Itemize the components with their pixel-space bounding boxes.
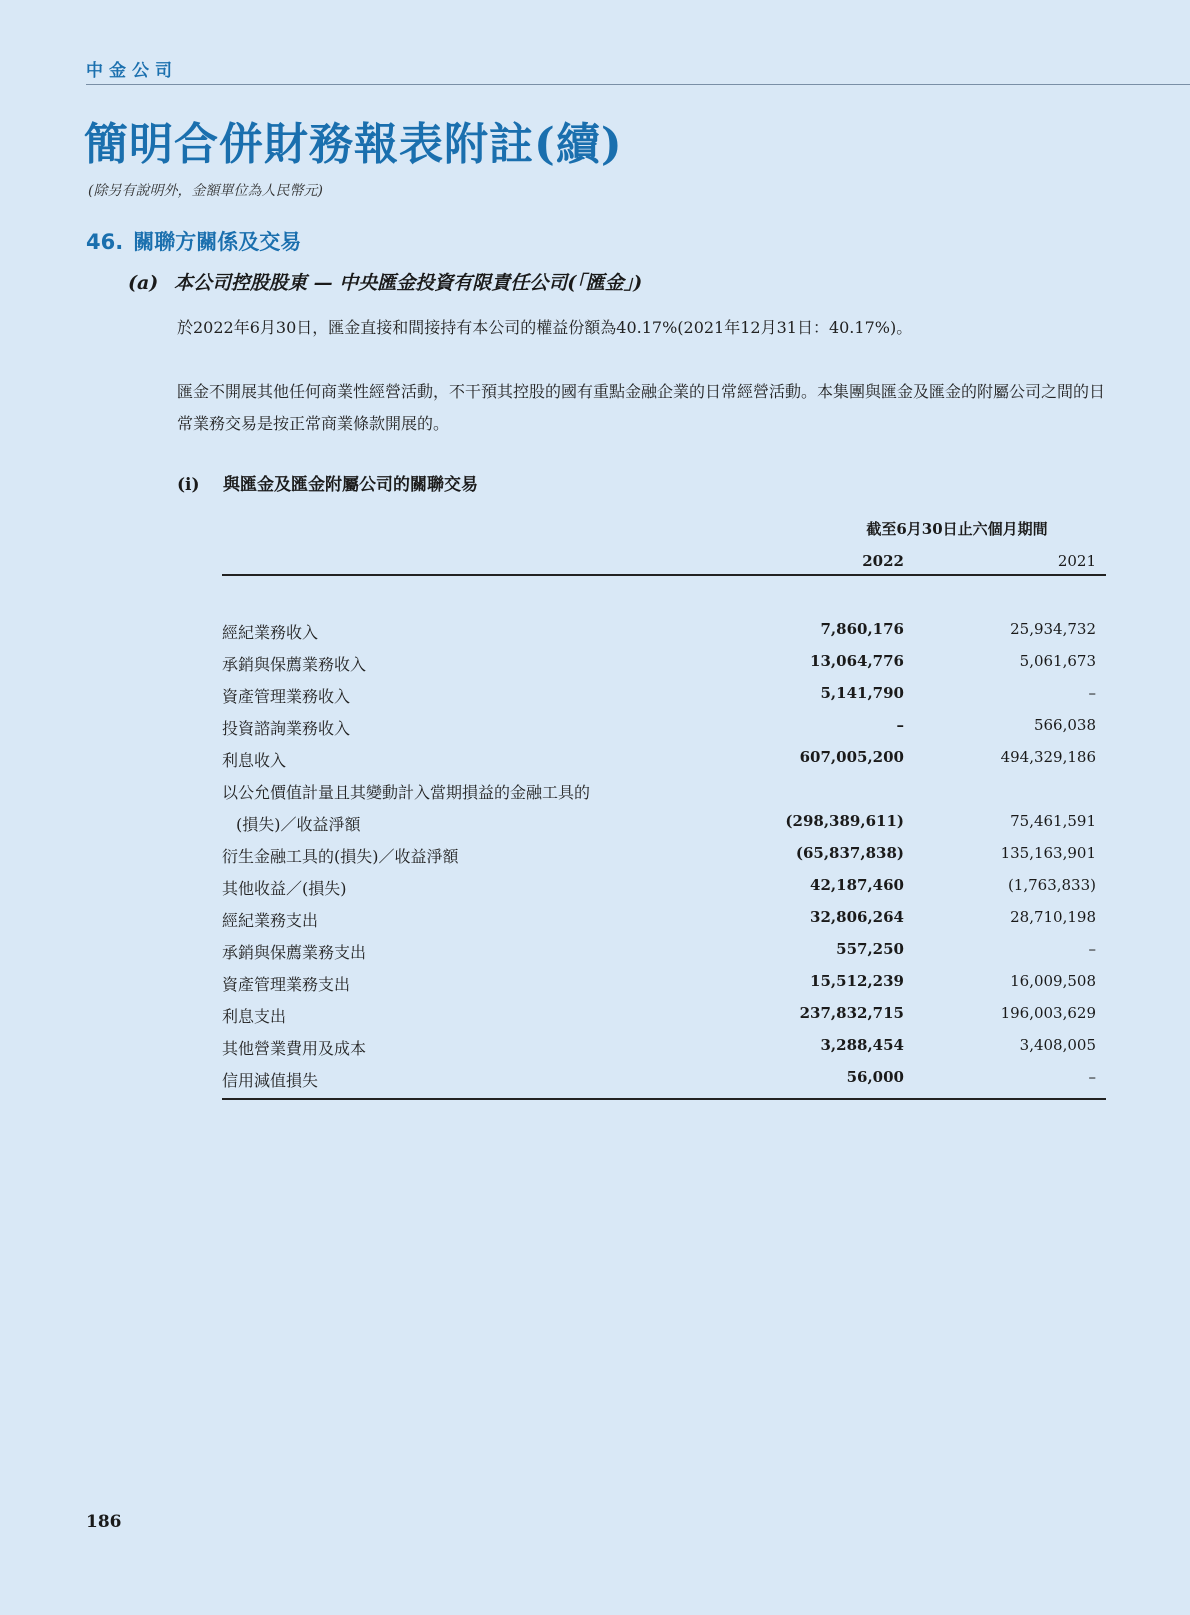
table-row [222,808,1106,840]
company-name: 中金公司 [86,61,178,81]
table-header-rule [222,574,1106,576]
value-2022: 607,005,200 [799,748,904,766]
subsection-i-label: (i) [177,475,200,495]
table-row [222,936,1106,968]
table-row [222,648,1106,680]
row-label: 承銷與保薦業務收入 [222,655,367,674]
value-2022: – [896,716,904,734]
subsection-a-label: (a) [128,272,159,294]
value-2021: 566,038 [1033,716,1096,734]
value-2021: 196,003,629 [1000,1004,1096,1022]
value-2021: 494,329,186 [1000,748,1096,766]
table-row [222,712,1106,744]
table-row [222,776,1106,808]
row-label: 利息收入 [222,751,287,770]
value-2022: 557,250 [836,940,904,958]
page-number: 186 [86,1512,122,1532]
value-2022: (65,837,838) [795,844,904,862]
row-label: 其他營業費用及成本 [222,1039,367,1058]
table-bottom-rule [222,1098,1106,1100]
value-2022: 42,187,460 [810,876,904,894]
table-row [222,968,1106,1000]
value-2022: 13,064,776 [810,652,904,670]
table-body [222,616,1106,1096]
paragraph-business-terms: 匯金不開展其他任何商業性經營活動，不干預其控股的國有重點金融企業的日常經營活動。本集團與匯金及匯金的附屬公司之間的日常業務交易是按正常商業條款開展的。 [177,382,1106,433]
subsection-i-title: 與匯金及匯金附屬公司的關聯交易 [223,475,478,495]
section-title: 關聯方關係及交易 [133,230,302,254]
subsection-a-heading [128,268,642,295]
table-row [222,1000,1106,1032]
value-2022: 7,860,176 [820,620,904,638]
row-label: (損失)／收益淨額 [236,815,361,834]
value-2022: 32,806,264 [810,908,904,926]
row-label: 利息支出 [222,1007,287,1026]
value-2021: 25,934,732 [1010,620,1096,638]
row-label: 資產管理業務收入 [222,687,351,706]
value-2021: – [1088,684,1096,702]
table-row [222,616,1106,648]
value-2021: 3,408,005 [1019,1036,1096,1054]
value-2021: – [1088,940,1096,958]
table-row [222,680,1106,712]
header-divider [86,84,1190,85]
value-2021: 75,461,591 [1010,812,1096,830]
row-label: 以公允價值計量且其變動計入當期損益的金融工具的 [222,783,591,802]
value-2021: (1,763,833) [1007,876,1096,894]
value-2022: 5,141,790 [820,684,904,702]
row-label: 資產管理業務支出 [222,975,351,994]
value-2022: 15,512,239 [810,972,904,990]
value-2022: 237,832,715 [799,1004,904,1022]
table-row [222,1064,1106,1096]
period-header: 截至6月30日止六個月期間 [866,520,1048,538]
row-label: 投資諮詢業務收入 [222,719,351,738]
table-row [222,840,1106,872]
value-2021: 5,061,673 [1019,652,1096,670]
row-label: 經紀業務支出 [222,911,319,930]
row-label: 信用減值損失 [222,1071,319,1090]
table-row [222,1032,1106,1064]
value-2021: 28,710,198 [1010,908,1096,926]
value-2021: 16,009,508 [1010,972,1096,990]
column-header-2021: 2021 [1057,552,1096,570]
section-heading [86,226,301,256]
table-row [222,744,1106,776]
row-label: 衍生金融工具的(損失)／收益淨額 [222,847,459,866]
column-header-2022: 2022 [862,552,904,570]
value-2021: 135,163,901 [1000,844,1096,862]
table-row [222,872,1106,904]
value-2022: 56,000 [846,1068,904,1086]
page-title: 簡明合併財務報表附註(續) [84,119,623,170]
value-2022: 3,288,454 [820,1036,904,1054]
section-number: 46. [86,230,124,254]
currency-note: (除另有說明外，金額單位為人民幣元) [88,183,323,199]
row-label: 其他收益／(損失) [222,879,347,898]
subsection-a-title: 本公司控股股東 — 中央匯金投資有限責任公司(「匯金」) [174,272,643,294]
value-2022: (298,389,611) [785,812,904,830]
value-2021: – [1088,1068,1096,1086]
row-label: 承銷與保薦業務支出 [222,943,367,962]
table-row [222,904,1106,936]
subsection-i-heading [177,470,478,495]
row-label: 經紀業務收入 [222,623,319,642]
paragraph-shareholding: 於2022年6月30日，匯金直接和間接持有本公司的權益份額為40.17%(2021年12月31日：40.17%)。 [177,318,913,337]
